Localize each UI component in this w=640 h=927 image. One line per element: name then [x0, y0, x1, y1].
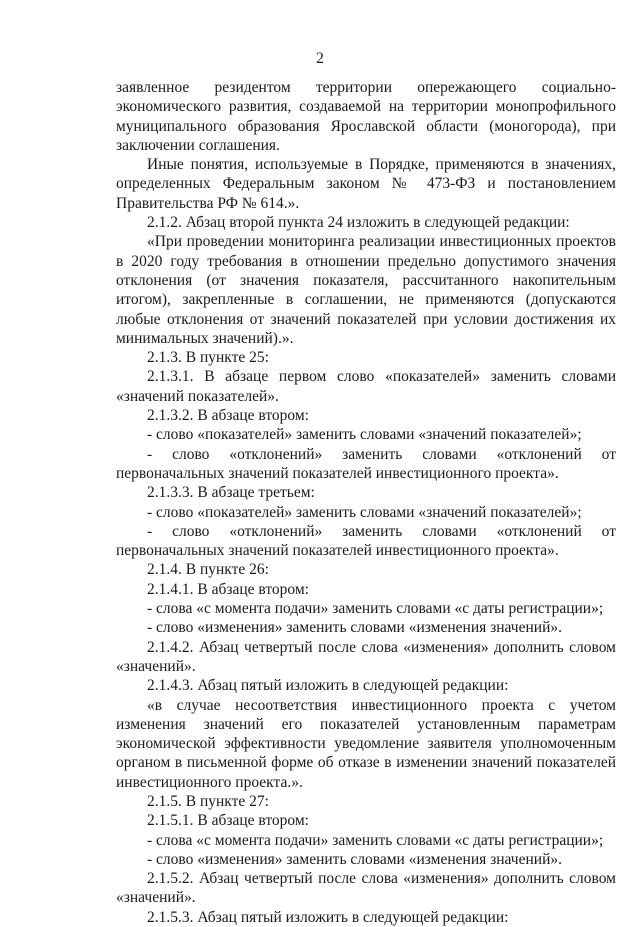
paragraph: 2.1.5.3. Абзац пятый изложить в следующей редакции:	[147, 908, 509, 926]
paragraph: «При проведении мониторинга реализации инвестиционных проектов в 2020 году требования в отношении предельно допустимого значения отклонения (от значения показателя, рассчитанного накопительным итогом), закрепленные в соглашении, не применяются (допускаются любые отклонения от значений показателей при условии достижения их минимальных значений).».	[116, 233, 616, 347]
paragraph: 2.1.5.2. Абзац четвертый после слова «изменения» дополнить словом «значений».	[116, 870, 616, 907]
paragraph: - слово «изменения» заменить словами «изменения значений».	[147, 619, 562, 637]
page-number: 2	[316, 50, 324, 67]
paragraph: 2.1.4. В пункте 26:	[147, 561, 269, 579]
paragraph: 2.1.3. В пункте 25:	[147, 349, 269, 367]
paragraph: - слово «отклонений» заменить словами «отклонений от первоначальных значений показателей инвестиционного проекта».	[116, 445, 616, 482]
paragraph: - слово «показателей» заменить словами «значений показателей»;	[147, 426, 582, 444]
paragraph: 2.1.5. В пункте 27:	[147, 792, 269, 810]
paragraph: - слово «изменения» заменить словами «изменения значений».	[147, 850, 562, 868]
paragraph: 2.1.3.1. В абзаце первом слово «показателей» заменить словами «значений показателей».	[116, 368, 616, 405]
paragraph: 2.1.3.2. В абзаце втором:	[147, 407, 309, 425]
document-body	[116, 78, 616, 927]
paragraph: 2.1.4.1. В абзаце втором:	[147, 580, 309, 598]
paragraph: - слово «отклонений» заменить словами «отклонений от первоначальных значений показателей инвестиционного проекта».	[116, 522, 616, 560]
paragraph: 2.1.5.1. В абзаце втором:	[147, 812, 309, 830]
paragraph: 2.1.3.3. В абзаце третьем:	[147, 484, 315, 502]
paragraph: 2.1.4.3. Абзац пятый изложить в следующей редакции:	[147, 677, 509, 695]
paragraph: - слово «показателей» заменить словами «значений показателей»;	[147, 503, 582, 521]
paragraph: Иные понятия, используемые в Порядке, применяются в значениях, определенных Федеральным законом № 473-ФЗ и постановлением Правительства РФ № 614.».	[116, 156, 616, 212]
paragraph: заявленное резидентом территории опережающего социально-экономического развития, создаваемой на территории монопрофильного муниципального образования Ярославской области (моногорода), при заключении соглашения.	[116, 79, 616, 154]
paragraph: 2.1.2. Абзац второй пункта 24 изложить в следующей редакции:	[147, 214, 570, 232]
paragraph: «в случае несоответствия инвестиционного проекта с учетом изменения значений его показателей установленным параметрам экономической эффективности уведомление заявителя уполномоченным органом в письменной форме об отказе в изменении значений показателей инвестиционного проекта.».	[116, 696, 616, 791]
paragraph: - слова «с момента подачи» заменить словами «с даты регистрации»;	[147, 600, 604, 618]
paragraph: 2.1.4.2. Абзац четвертый после слова «изменения» дополнить словом «значений».	[116, 638, 616, 675]
paragraph: - слова «с момента подачи» заменить словами «с даты регистрации»;	[147, 831, 604, 849]
